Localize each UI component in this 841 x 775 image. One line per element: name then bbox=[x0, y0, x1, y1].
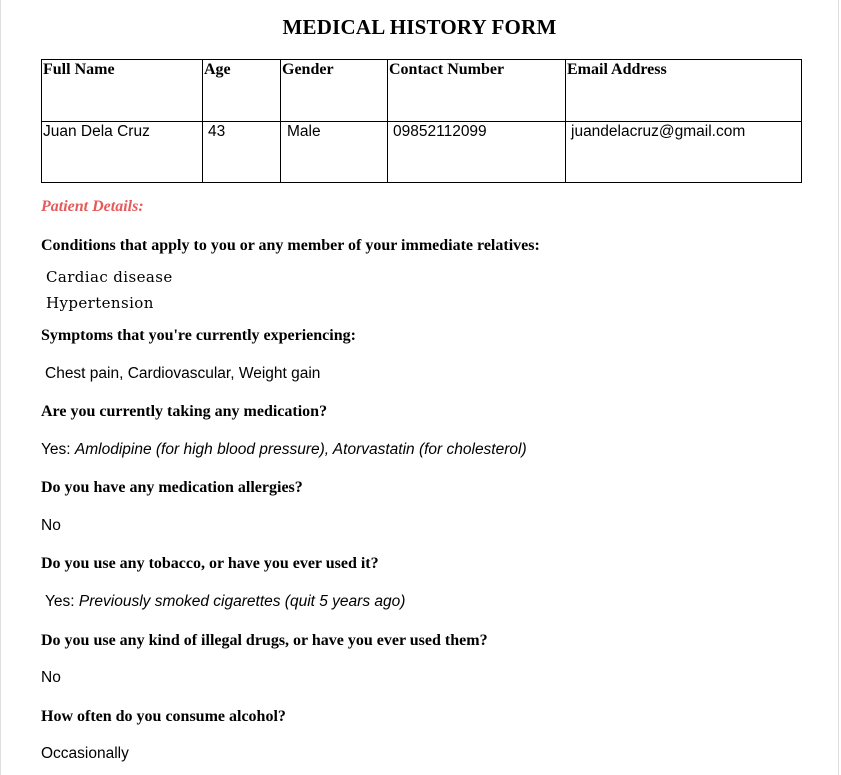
header-email-address: Email Address bbox=[566, 60, 802, 122]
question-tobacco: Do you use any tobacco, or have you ever used it? bbox=[41, 555, 379, 572]
header-contact-number: Contact Number bbox=[388, 60, 566, 122]
question-symptoms: Symptoms that you're currently experiencing: bbox=[41, 327, 356, 344]
contact-number-value: 09852112099 bbox=[393, 123, 487, 140]
answer-medication bbox=[41, 441, 527, 459]
answer-tobacco-prefix: Yes: bbox=[45, 593, 79, 610]
cell-age bbox=[203, 122, 281, 183]
cell-full-name bbox=[42, 122, 203, 183]
question-drugs: Do you use any kind of illegal drugs, or have you ever used them? bbox=[41, 632, 488, 649]
gender-value: Male bbox=[287, 123, 321, 140]
answer-drugs: No bbox=[41, 669, 61, 686]
question-alcohol: How often do you consume alcohol? bbox=[41, 708, 286, 725]
header-gender: Gender bbox=[281, 60, 388, 122]
form-title: MEDICAL HISTORY FORM bbox=[282, 15, 557, 39]
section-title-patient-details: Patient Details: bbox=[41, 198, 144, 215]
answer-symptoms: Chest pain, Cardiovascular, Weight gain bbox=[45, 365, 321, 382]
patient-info-table bbox=[41, 59, 802, 183]
table-header-row bbox=[42, 60, 802, 122]
email-address-value: juandelacruz@gmail.com bbox=[571, 123, 746, 140]
answer-allergies: No bbox=[41, 517, 61, 534]
header-age: Age bbox=[203, 60, 281, 122]
full-name-value: Juan Dela Cruz bbox=[43, 123, 150, 140]
cell-contact-number bbox=[388, 122, 566, 183]
header-full-name: Full Name bbox=[42, 60, 203, 122]
table-row bbox=[42, 122, 802, 183]
cell-email-address bbox=[566, 122, 802, 183]
question-medication: Are you currently taking any medication? bbox=[41, 403, 328, 420]
question-allergies: Do you have any medication allergies? bbox=[41, 479, 303, 496]
age-value: 43 bbox=[208, 123, 226, 140]
answer-medication-detail: Amlodipine (for high blood pressure), Atorvastatin (for cholesterol) bbox=[74, 441, 527, 458]
answer-condition-1: Cardiac disease bbox=[46, 268, 173, 286]
answer-condition-2: Hypertension bbox=[46, 294, 154, 312]
answer-alcohol: Occasionally bbox=[41, 745, 129, 762]
answer-tobacco-detail: Previously smoked cigarettes (quit 5 years ago) bbox=[78, 593, 406, 610]
answer-tobacco bbox=[45, 593, 405, 611]
question-conditions: Conditions that apply to you or any member of your immediate relatives: bbox=[41, 237, 540, 254]
cell-gender bbox=[281, 122, 388, 183]
answer-medication-prefix: Yes: bbox=[41, 441, 75, 458]
